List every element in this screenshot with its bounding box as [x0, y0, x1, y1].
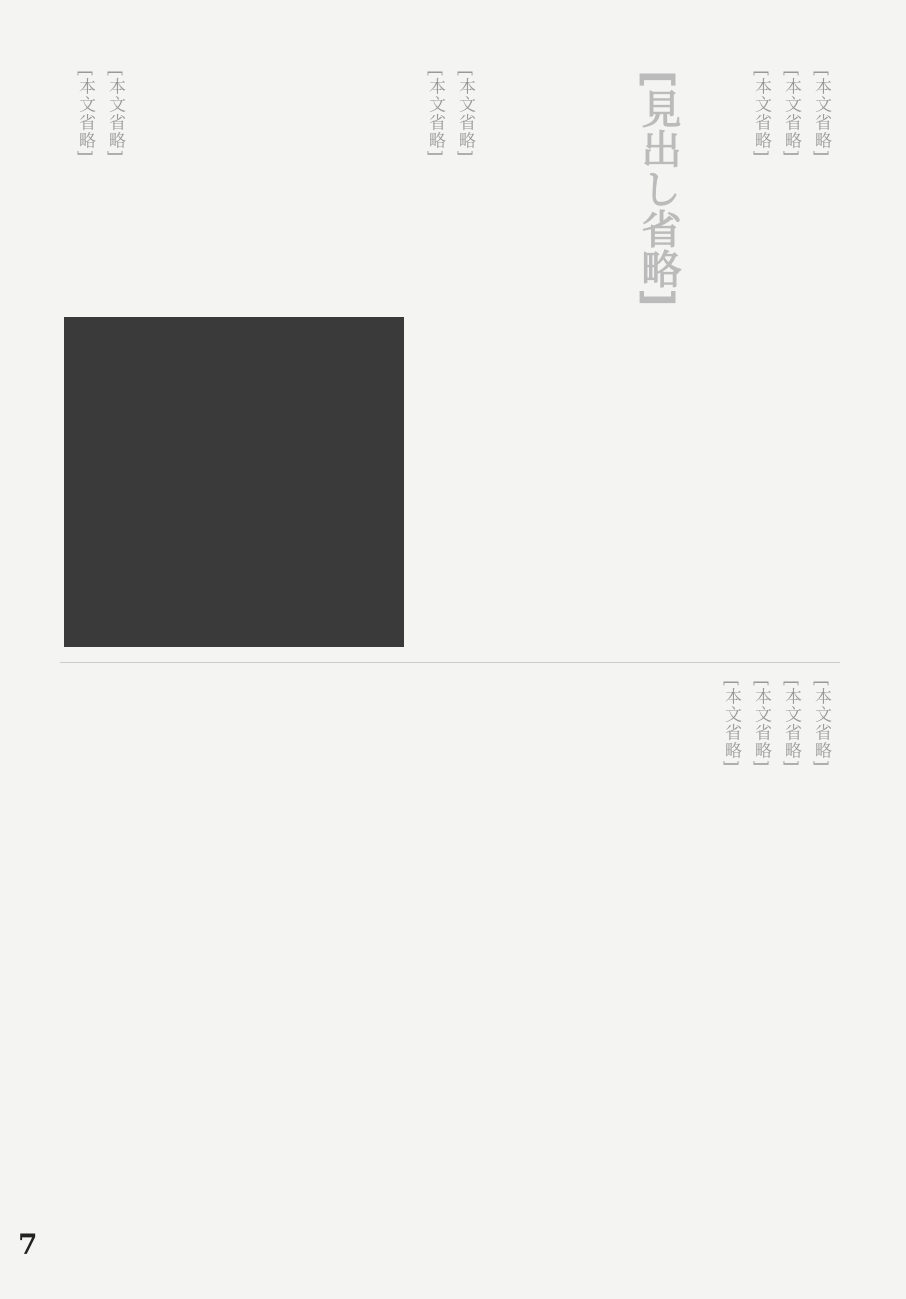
divider — [60, 662, 840, 663]
placeholder-line: [本文省略] — [721, 680, 741, 768]
placeholder-line: [本文省略] — [781, 70, 801, 158]
photo-placeholder — [64, 317, 404, 647]
page-number: 7 — [18, 1228, 38, 1261]
text-block-upper-left — [70, 70, 130, 310]
placeholder-line: [本文省略] — [811, 680, 831, 768]
text-block-upper-right — [746, 70, 836, 630]
placeholder-line: [本文省略] — [425, 70, 445, 158]
placeholder-line: [本文省略] — [811, 70, 831, 158]
article-title-placeholder: [見出し省略] — [635, 70, 681, 307]
text-block-lower — [716, 680, 836, 1240]
placeholder-line: [本文省略] — [751, 680, 771, 768]
placeholder-line: [本文省略] — [75, 70, 95, 158]
placeholder-line: [本文省略] — [751, 70, 771, 158]
placeholder-line: [本文省略] — [105, 70, 125, 158]
placeholder-line: [本文省略] — [455, 70, 475, 158]
text-block-upper-middle — [420, 70, 480, 630]
placeholder-line: [本文省略] — [781, 680, 801, 768]
